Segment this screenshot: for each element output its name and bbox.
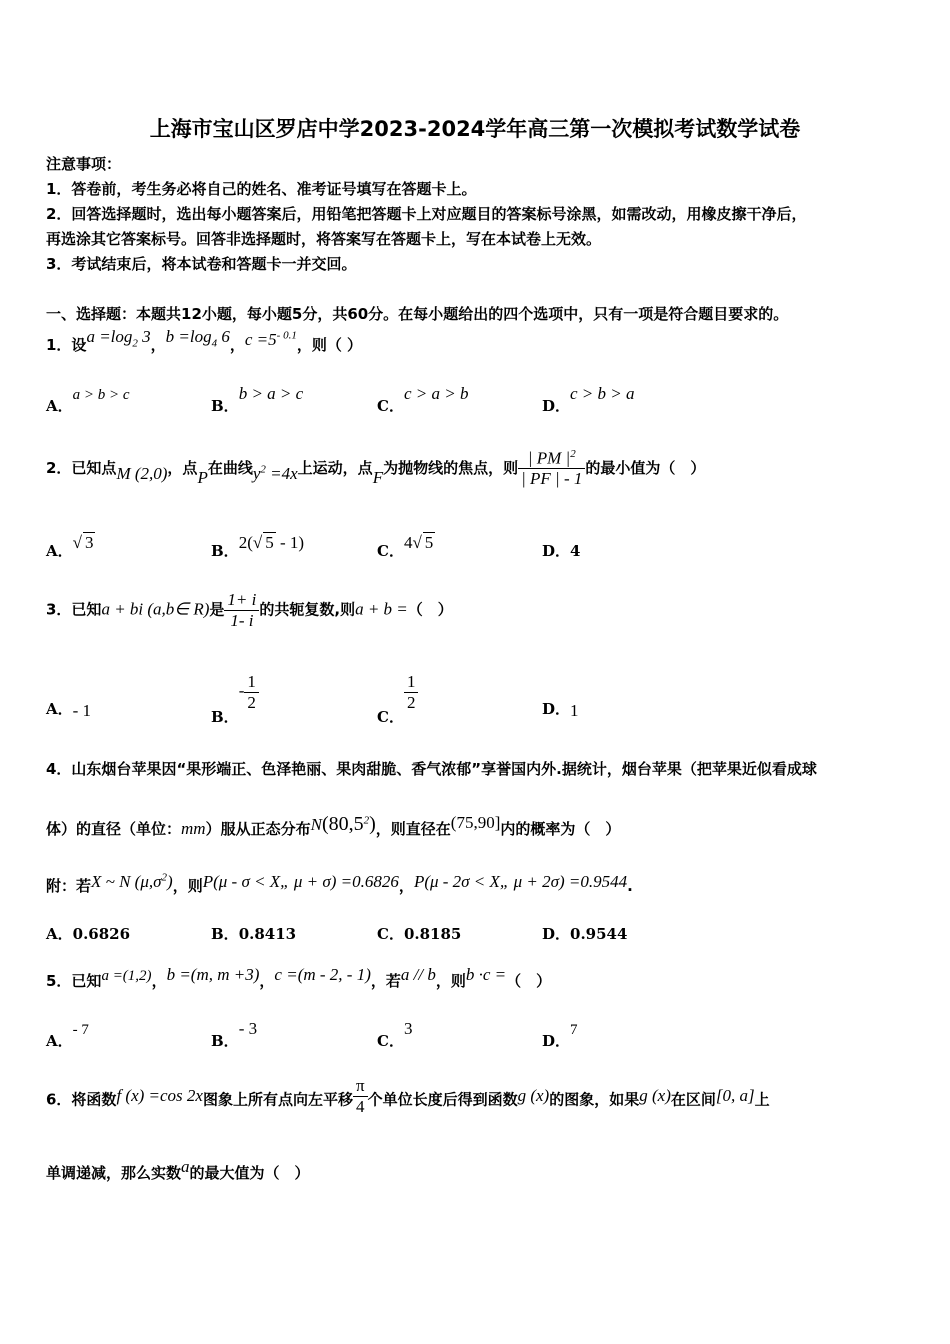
notice-item-1: 1．答卷前，考生务必将自己的姓名、准考证号填写在答题卡上。	[46, 180, 477, 198]
q6-f: f (x) =cos 2x	[116, 1085, 203, 1105]
q4-sep: ，	[398, 877, 414, 895]
q1-a-sub: 2	[132, 337, 138, 350]
q4-l2b: ）服从正态分布	[205, 820, 311, 838]
q2-f: F	[372, 467, 384, 487]
option-num: 1	[244, 672, 259, 693]
q5-b: b =(m, m +3)	[166, 965, 260, 984]
q6-line2b: 的最大值为（ ）	[189, 1164, 310, 1182]
option-label: C．	[377, 1032, 404, 1050]
option-label: B．	[211, 1032, 239, 1050]
q5-par: a // b	[400, 965, 436, 984]
q6-t3: 的图象，如果	[549, 1090, 640, 1109]
option-label: C．	[377, 925, 404, 943]
q4-dist: N	[310, 815, 322, 834]
section-heading: 一、选择题：本题共12小题，每小题5分，共60分。在每小题给出的四个选项中，只有一项是符合题目要求的。	[46, 305, 789, 323]
q3-option-b	[211, 672, 259, 727]
option-label: C．	[377, 397, 404, 415]
q1-option-d	[542, 384, 635, 416]
q6-t5: 上	[754, 1090, 770, 1109]
q2-frac-den: | PF | - 1	[521, 469, 583, 489]
q5-a: a =(1,2)	[101, 968, 152, 984]
option-label: B．	[211, 708, 239, 727]
q4-option-a	[46, 923, 130, 944]
option-value: - 3	[238, 1019, 258, 1038]
q5-option-a	[46, 1022, 89, 1051]
q2-curve-rest: =4x	[265, 463, 298, 483]
q5-option-d	[542, 1022, 578, 1051]
option-value: c > a > b	[403, 384, 469, 403]
q6-fraction	[353, 1076, 368, 1116]
q6-frac-num: π	[353, 1076, 368, 1097]
q3-expr2: a + b =	[355, 599, 408, 619]
option-value: 0.9544	[570, 925, 628, 943]
q4-line-1: 4．山东烟台苹果因“果形端正、色泽艳丽、果肉甜脆、香气浓郁”享誉国内外.据统计，烟台苹果（把苹果近似看成球	[46, 760, 817, 778]
q5-prefix: 5．已知	[46, 972, 102, 990]
option-value: - 7	[72, 1022, 89, 1038]
question-5	[46, 965, 552, 991]
option-den: 2	[406, 692, 416, 712]
option-value: b > a > c	[238, 384, 304, 403]
option-label: C．	[377, 542, 404, 560]
q6-t4: 在区间	[670, 1090, 716, 1109]
q4-dist-args: (80,5	[321, 813, 364, 835]
q2-suffix: 的最小值为（ ）	[585, 458, 706, 477]
option-label: A．	[46, 1032, 73, 1050]
notice-item-2a: 2．回答选择题时，选出每小题答案后，用铅笔把答题卡上对应题目的答案标号涂黑，如需改动，用橡皮擦干净后，	[46, 205, 807, 223]
option-label: B．	[211, 542, 239, 560]
q6-t1: 图象上所有点向左平移	[202, 1090, 353, 1109]
q1-option-c	[377, 384, 469, 416]
q4-cond-close: )	[167, 872, 173, 891]
q2-curve-sup: 2	[260, 463, 266, 476]
option-label: A．	[46, 397, 73, 415]
question-6-line-2	[46, 1157, 310, 1183]
q5-dot: b ·c =	[465, 965, 507, 984]
q3-option-d	[542, 698, 579, 719]
q5-option-c	[377, 1019, 413, 1051]
option-num: 1	[404, 672, 419, 693]
option-label: D．	[542, 542, 571, 560]
q2-prefix: 2．已知点	[46, 458, 117, 477]
option-fraction	[244, 672, 259, 712]
option-label: B．	[211, 397, 239, 415]
q3-frac-num: 1+ i	[224, 590, 259, 611]
page-title: 上海市宝山区罗店中学2023-2024学年高三第一次模拟考试数学试卷	[149, 117, 801, 141]
q4-l2d: 内的概率为（ ）	[500, 820, 621, 838]
q4-dist-sup: 2	[363, 814, 370, 827]
q4-unit: mm	[181, 819, 206, 838]
option-value-pre: 4	[403, 533, 413, 552]
option-value-rad: 5	[424, 533, 434, 552]
q1-c-sup: - 0.1	[276, 329, 297, 342]
q2-t1: ，点	[167, 458, 198, 477]
q2-option-a: A．√ 3	[46, 533, 94, 560]
q1-a: a =log	[86, 327, 133, 346]
q4-interval: (75,90]	[450, 813, 501, 832]
q3-t1: 是	[209, 600, 225, 619]
q4-p2: P(μ - 2σ < X„ μ + 2σ) =0.9544	[413, 872, 628, 891]
q4-l2c: ，则直径在	[375, 820, 451, 838]
option-value: 3	[403, 1019, 413, 1038]
option-label: D．	[542, 925, 571, 943]
q4-line-3	[46, 871, 633, 896]
q5-sep1: ，	[151, 972, 167, 990]
option-value: 0.8413	[238, 925, 297, 943]
question-1	[46, 327, 363, 357]
option-value: - 1	[72, 701, 92, 720]
q2-p: P	[197, 467, 208, 487]
q1-prefix: 1．设	[46, 336, 87, 354]
q4-end: .	[627, 877, 633, 895]
option-label: C．	[377, 708, 404, 727]
q5-c: c =(m - 2, - 1)	[274, 965, 371, 984]
q5-option-b	[211, 1019, 258, 1051]
q4-l3b: ，则	[172, 877, 203, 895]
q4-cond-sup: 2	[161, 871, 168, 884]
q4-line-2	[46, 813, 621, 840]
option-value: 4	[570, 542, 581, 560]
notice-item-3: 3．考试结束后，将本试卷和答题卡一并交回。	[46, 255, 357, 273]
q4-l2a: 体）的直径（单位：	[46, 820, 182, 838]
option-value: 0.8185	[403, 925, 462, 943]
q5-t1: ，若	[370, 972, 401, 990]
q6-interval: [0, a]	[715, 1085, 755, 1105]
option-value: a > b > c	[72, 387, 130, 403]
q3-frac-den: 1- i	[230, 610, 254, 630]
q2-t2: 在曲线	[207, 458, 253, 477]
q6-line2a: 单调递减，那么实数	[46, 1164, 182, 1182]
q1-sep1: ，	[150, 336, 166, 354]
q1-suffix: ，则（ ）	[296, 336, 363, 354]
q3-option-a	[46, 698, 91, 719]
notice-heading: 注意事项：	[46, 155, 122, 173]
option-label: D．	[542, 1032, 571, 1050]
q3-fraction	[224, 590, 259, 630]
q6-frac-den: 4	[356, 1096, 365, 1116]
option-fraction	[404, 672, 419, 712]
q5-t2: ，则	[435, 972, 466, 990]
q3-prefix: 3．已知	[46, 600, 102, 619]
q2-curve: y	[252, 463, 261, 483]
option-label: D．	[542, 397, 571, 415]
option-den: 2	[247, 692, 256, 712]
option-value: 1	[570, 701, 579, 720]
option-label: B．	[211, 925, 239, 943]
q2-t3: 上运动，点	[297, 458, 373, 477]
q1-c: c =5	[244, 330, 277, 349]
q6-g2: g (x)	[639, 1085, 671, 1105]
q4-option-b	[211, 923, 296, 944]
option-label: A．	[46, 925, 73, 943]
q2-t4: 为抛物线的焦点，则	[383, 458, 519, 477]
q2-frac-sup: 2	[570, 448, 576, 460]
q1-a-arg: 3	[137, 327, 151, 346]
q2-fraction	[518, 448, 585, 489]
q6-var: a	[181, 1157, 190, 1176]
q3-expr: a + bi (a,b∈ R)	[101, 599, 210, 619]
q5-suffix: （ ）	[506, 972, 552, 990]
question-6-line-1	[46, 1076, 770, 1120]
question-2	[46, 448, 705, 489]
q2-option-b: B．2(√ 5 - 1)	[211, 533, 305, 560]
q4-l3a: 附：若	[46, 877, 92, 895]
option-sign: -	[238, 681, 245, 701]
q3-t2: 的共轭复数,则	[259, 600, 356, 619]
option-value-rad: 5	[265, 533, 274, 552]
q4-option-c	[377, 923, 461, 944]
option-value: c > b > a	[570, 384, 635, 403]
q5-sep2: ，	[259, 972, 275, 990]
q6-prefix: 6．将函数	[46, 1090, 117, 1109]
q1-b: b =log	[165, 327, 212, 346]
option-value: 3	[84, 533, 94, 552]
q4-option-d	[542, 923, 627, 944]
option-value-pre: 2(	[238, 533, 253, 552]
q2-frac-num: | PM |	[527, 448, 571, 468]
q1-sep2: ，	[229, 336, 245, 354]
q4-cond: X ~ N (μ,σ	[91, 872, 162, 891]
option-value: 7	[570, 1022, 578, 1038]
option-value: 0.6826	[72, 925, 131, 943]
q2-option-c: C．4√ 5	[377, 533, 434, 560]
q2-option-d	[542, 540, 580, 561]
q6-t2: 个单位长度后得到函数	[367, 1090, 518, 1109]
q1-b-sub: 4	[211, 337, 218, 350]
q3-option-c	[377, 672, 418, 727]
option-label: A．	[46, 542, 73, 560]
option-label: D．	[542, 700, 571, 718]
notice-item-2b: 再选涂其它答案标号。回答非选择题时，将答案写在答题卡上，写在本试卷上无效。	[46, 230, 602, 248]
q2-point: M (2,0)	[116, 463, 168, 483]
q3-suffix: （ ）	[407, 600, 453, 619]
q4-dist-close: )	[369, 813, 376, 835]
q1-option-a	[46, 387, 130, 416]
option-value-post: - 1)	[275, 533, 305, 552]
q1-b-arg: 6	[217, 327, 230, 346]
q1-option-b	[211, 384, 304, 416]
q6-g: g (x)	[517, 1085, 550, 1105]
q4-p1: P(μ - σ < X„ μ + σ) =0.6826	[202, 872, 399, 891]
question-3	[46, 590, 453, 630]
option-label: A．	[46, 700, 73, 718]
